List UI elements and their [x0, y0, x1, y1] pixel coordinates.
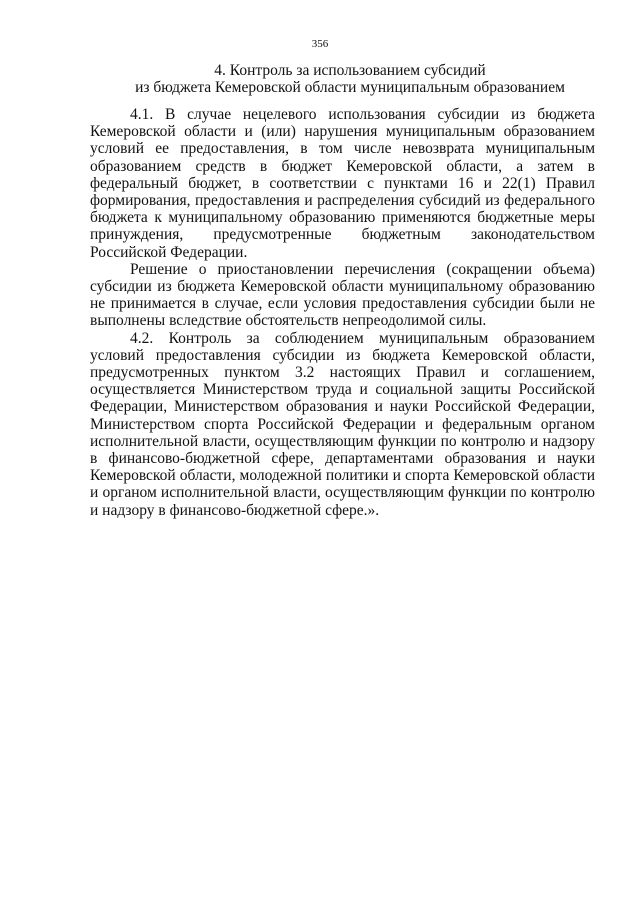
page-number: 356 [311, 38, 329, 50]
paragraph-decision: Решение о приостановлении перечисления (сокращении объема) субсидии из бюджета Кемеровской области муниципальному образованию не принимается в случае, если условия предоставления субсидии были не выполнены вследствие обстоятельств непреодолимой силы. [90, 260, 595, 330]
section-heading-line-2: из бюджета Кемеровской области муниципальным образованием [135, 79, 565, 96]
paragraph-4-1: 4.1. В случае нецелевого использования субсидии из бюджета Кемеровской области и (или) нарушения муниципальным образованием условий ее предоставления, в том числе невозврата муниципальным образованием средств в бюджет Кемеровской области, а затем в федеральный бюджет, в соответствии с пунктами 16 и 22(1) Правил формирования, предоставления и распределения субсидий из федерального бюджета к муниципальному образованию применяются бюджетные меры принуждения, предусмотренные бюджетным законодательством Российской Федерации. [90, 106, 595, 261]
section-heading-line-1: 4. Контроль за использованием субсидий [214, 62, 486, 79]
section-body [90, 106, 595, 519]
section-heading [90, 62, 610, 96]
paragraph-4-2: 4.2. Контроль за соблюдением муниципальным образованием условий предоставления субсидии из бюджета Кемеровской области, предусмотренных пунктом 3.2 настоящих Правил и соглашением, осуществляется Министерством труда и социальной защиты Российской Федерации, Министерством образования и науки Российской Федерации, Министерством спорта Российской Федерации и федеральным органом исполнительной власти, осуществляющим функции по контролю и надзору в финансово-бюджетной сфере, департаментами образования и науки Кемеровской области, молодежной политики и спорта Кемеровской области и органом исполнительной власти, осуществляющим функции по контролю и надзору в финансово-бюджетной сфере.». [90, 329, 595, 519]
